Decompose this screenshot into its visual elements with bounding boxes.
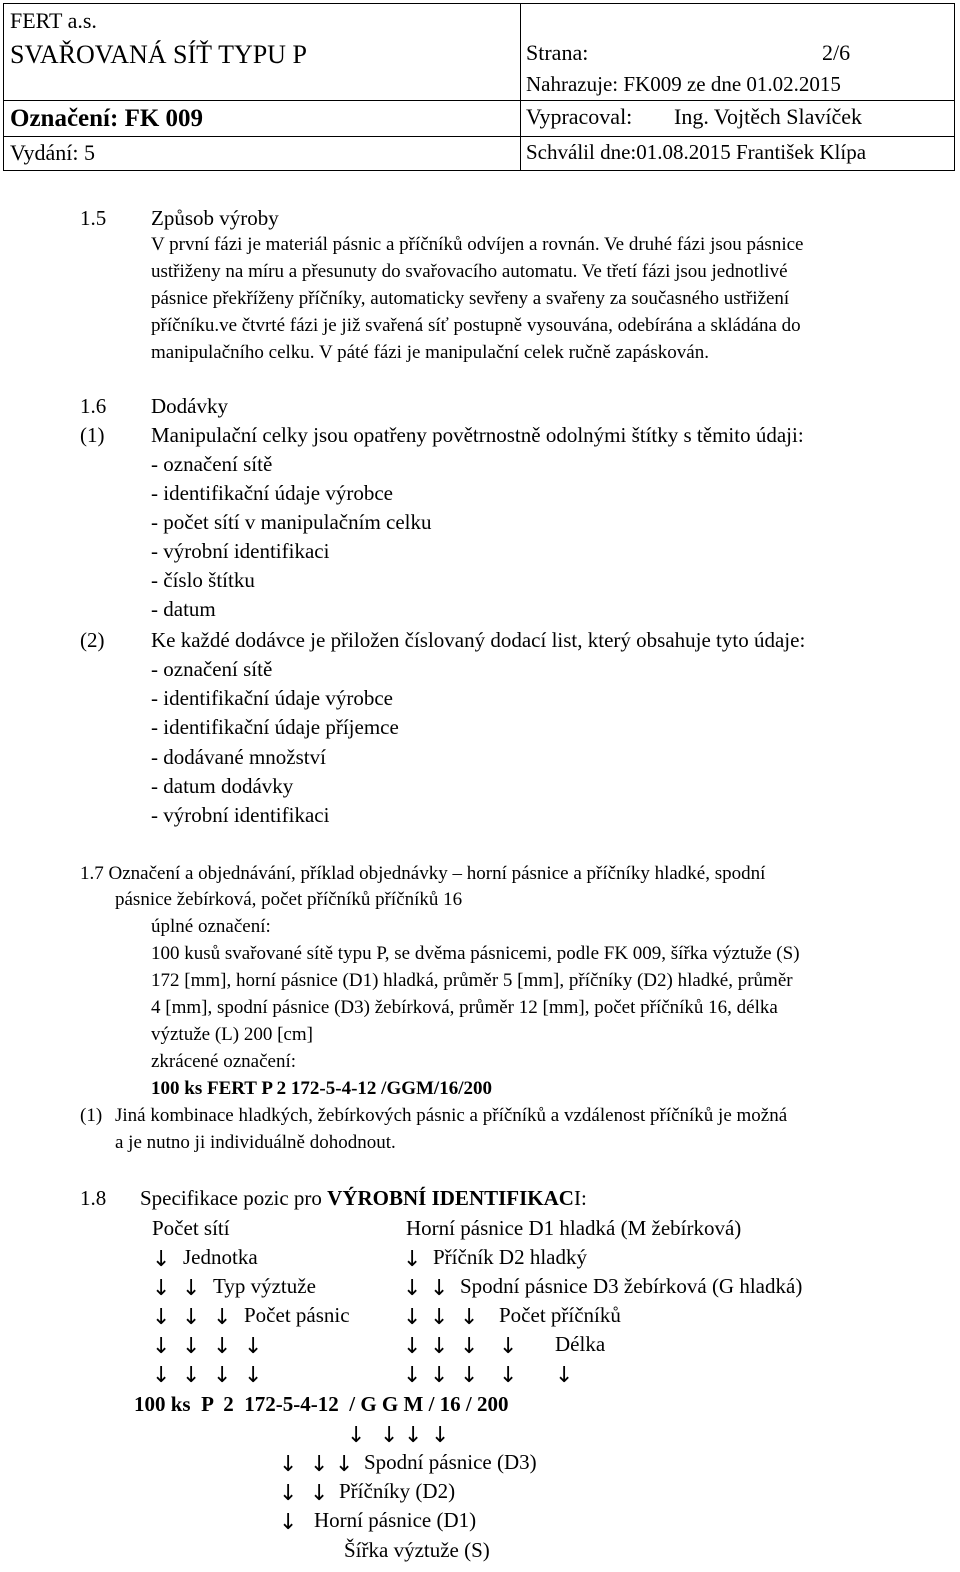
list-item: - datum dodávky [151, 774, 294, 798]
section-heading-line: 1.7 Označení a objednávání, příklad objednávky – horní pásnice a příčníky hladké, spodní [80, 863, 766, 884]
arrow-down-icon: ↓ [182, 1334, 201, 1359]
short-designation: 100 ks FERT P 2 172-5-4-12 /GGM/16/200 [151, 1078, 492, 1099]
arrow-down-icon: ↓ [430, 1276, 449, 1301]
document-designation: Označení: FK 009 [10, 105, 204, 132]
page-label: Strana: [526, 40, 589, 65]
paragraph-line: manipulačního celku. V páté fázi je manipulační celek ručně zapáskován. [151, 342, 709, 363]
arrow-down-icon: ↓ [403, 1334, 422, 1359]
arrow-down-icon: ↓ [430, 1334, 449, 1359]
arrow-down-icon: ↓ [244, 1334, 263, 1359]
arrow-down-icon: ↓ [213, 1363, 232, 1388]
list-item: - identifikační údaje výrobce [151, 481, 393, 505]
paragraph-line: 4 [mm], spodní pásnice (D3) žebírková, průměr 12 [mm], počet příčníků 16, délka [151, 997, 778, 1018]
arrow-down-icon: ↓ [460, 1363, 479, 1388]
arrow-down-icon: ↓ [152, 1247, 171, 1272]
edition: Vydání: 5 [10, 140, 95, 165]
arrow-down-icon: ↓ [213, 1305, 232, 1330]
arrow-down-icon: ↓ [335, 1452, 354, 1477]
item-number: (1) [80, 423, 105, 447]
arrow-down-icon: ↓ [460, 1334, 479, 1359]
section-title-end: I: [573, 1186, 587, 1210]
spec-label: Typ výztuže [213, 1274, 316, 1298]
list-item: - výrobní identifikaci [151, 539, 330, 563]
arrow-down-icon: ↓ [310, 1452, 329, 1477]
spec-label: Příčníky (D2) [339, 1479, 456, 1503]
spec-label: Počet pásnic [244, 1303, 350, 1327]
section-number: 1.6 [80, 394, 107, 418]
subheading: zkrácené označení: [151, 1051, 297, 1072]
company-name: FERT a.s. [10, 8, 97, 33]
section-title-text: Specifikace pozic pro [140, 1186, 328, 1210]
paragraph-line: 172 [mm], horní pásnice (D1) hladká, průměr 5 [mm], příčníky (D2) hladké, průměr [151, 970, 793, 991]
paragraph-line: Ke každé dodávce je přiložen číslovaný dodací list, který obsahuje tyto údaje: [151, 628, 806, 652]
arrow-down-icon: ↓ [244, 1363, 263, 1388]
arrow-down-icon: ↓ [347, 1423, 366, 1448]
paragraph-line: pásnice překříženy příčníky, automaticky sevřeny a svařeny za současného ustřižení [151, 288, 790, 309]
arrow-down-icon: ↓ [182, 1305, 201, 1330]
replaces-info: Nahrazuje: FK009 ze dne 01.02.2015 [526, 72, 841, 96]
paragraph-line: 100 kusů svařované sítě typu P, se dvěma pásnicemi, podle FK 009, šířka výztuže (S) [151, 943, 800, 964]
spec-label: Počet sítí [152, 1216, 230, 1240]
arrow-down-icon: ↓ [152, 1363, 171, 1388]
spec-label: Spodní pásnice D3 žebírková (G hladká) [460, 1274, 803, 1298]
arrow-down-icon: ↓ [182, 1276, 201, 1301]
paragraph-line: Manipulační celky jsou opatřeny povětrnostně odolnými štítky s těmito údaji: [151, 423, 804, 447]
list-item: - označení sítě [151, 452, 273, 476]
arrow-down-icon: ↓ [182, 1363, 201, 1388]
arrow-down-icon: ↓ [499, 1363, 518, 1388]
arrow-down-icon: ↓ [430, 1363, 449, 1388]
section-number: 1.8 [80, 1186, 107, 1210]
paragraph-line: výztuže (L) 200 [cm] [151, 1024, 313, 1045]
paragraph-line: ustřiženy na míru a přesunuty do svařovacího automatu. Ve třetí fázi jsou jednotlivé [151, 261, 788, 282]
subheading: úplné označení: [151, 916, 271, 937]
header-rule [4, 136, 954, 137]
production-code: 100 ks P 2 172-5-4-12 / G G M / 16 / 200 [134, 1392, 509, 1416]
list-item: - výrobní identifikaci [151, 803, 330, 827]
spec-label: Šířka výztuže (S) [344, 1538, 490, 1562]
spec-label: Jednotka [183, 1245, 258, 1269]
document-title: SVAŘOVANÁ SÍŤ TYPU P [10, 40, 307, 69]
arrow-down-icon: ↓ [555, 1363, 574, 1388]
arrow-down-icon: ↓ [430, 1305, 449, 1330]
list-item: - označení sítě [151, 657, 273, 681]
spec-label: Délka [555, 1332, 606, 1356]
arrow-down-icon: ↓ [380, 1423, 399, 1448]
paragraph-line: V první fázi je materiál pásnic a příčníků odvíjen a rovnán. Ve druhé fázi jsou pásnice [151, 234, 804, 255]
arrow-down-icon: ↓ [152, 1276, 171, 1301]
spec-label: Horní pásnice D1 hladká (M žebírková) [406, 1216, 742, 1240]
arrow-down-icon: ↓ [404, 1423, 423, 1448]
arrow-down-icon: ↓ [431, 1423, 450, 1448]
arrow-down-icon: ↓ [499, 1334, 518, 1359]
arrow-down-icon: ↓ [279, 1481, 298, 1506]
header-divider [520, 4, 521, 170]
list-item: - počet sítí v manipulačním celku [151, 510, 432, 534]
arrow-down-icon: ↓ [152, 1334, 171, 1359]
section-title: Dodávky [151, 394, 228, 418]
spec-label: Horní pásnice (D1) [314, 1508, 477, 1532]
list-item: - dodávané množství [151, 745, 326, 769]
section-number: 1.5 [80, 206, 107, 230]
arrow-down-icon: ↓ [403, 1247, 422, 1272]
paragraph-line: příčníku.ve čtvrté fázi je již svařená síť postupně vysouvána, odebírána a skládána do [151, 315, 801, 336]
paragraph-line: pásnice žebírková, počet příčníků příčníků 16 [115, 889, 463, 910]
arrow-down-icon: ↓ [403, 1363, 422, 1388]
section-title [140, 1188, 587, 1209]
spec-label: Příčník D2 hladký [433, 1245, 587, 1269]
spec-label: Spodní pásnice (D3) [364, 1450, 537, 1474]
arrow-down-icon: ↓ [403, 1276, 422, 1301]
arrow-down-icon: ↓ [460, 1305, 479, 1330]
list-item: - datum [151, 597, 216, 621]
spec-label: Počet příčníků [499, 1303, 621, 1327]
arrow-down-icon: ↓ [279, 1510, 298, 1535]
section-title-bold: VÝROBNÍ IDENTIFIKAC [327, 1186, 574, 1210]
prepared-by-name: Ing. Vojtěch Slavíček [674, 104, 862, 129]
item-number: (2) [80, 628, 105, 652]
arrow-down-icon: ↓ [213, 1334, 232, 1359]
arrow-down-icon: ↓ [403, 1305, 422, 1330]
paragraph-line: Jiná kombinace hladkých, žebírkových pásnic a příčníků a vzdálenost příčníků je možná [115, 1105, 788, 1126]
arrow-down-icon: ↓ [279, 1452, 298, 1477]
prepared-by-label: Vypracoval: [526, 104, 633, 129]
header-rule [4, 100, 954, 101]
approved-info: Schválil dne:01.08.2015 František Klípa [526, 140, 867, 164]
arrow-down-icon: ↓ [310, 1481, 329, 1506]
list-item: - identifikační údaje příjemce [151, 715, 399, 739]
item-number: (1) [80, 1105, 103, 1126]
page-number: 2/6 [822, 40, 851, 65]
paragraph-line: a je nutno ji individuálně dohodnout. [115, 1132, 396, 1153]
section-title: Způsob výroby [151, 206, 279, 230]
document-header [3, 3, 955, 171]
list-item: - identifikační údaje výrobce [151, 686, 393, 710]
list-item: - číslo štítku [151, 568, 255, 592]
arrow-down-icon: ↓ [152, 1305, 171, 1330]
